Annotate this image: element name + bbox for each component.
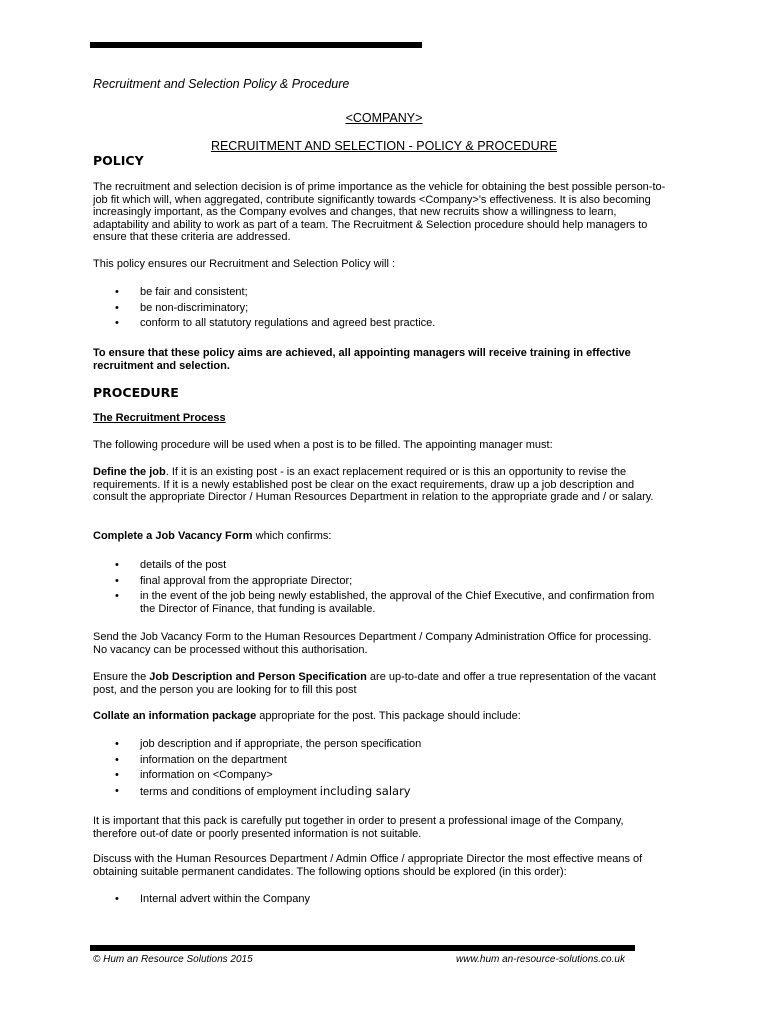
define-job-label: Define the job (93, 466, 166, 478)
list-item-text: final approval from the appropriate Director; (140, 574, 353, 587)
ensure-label: Job Description and Person Specification (149, 671, 367, 683)
list-item (93, 302, 668, 315)
list-item (93, 559, 668, 572)
list-item (93, 317, 668, 330)
bullet-icon: • (115, 301, 119, 314)
list-item-text: information on the department (140, 753, 287, 766)
vacancy-form-list (93, 559, 668, 618)
list-item (93, 738, 668, 751)
send-form-paragraph: Send the Job Vacancy Form to the Human Resources Department / Company Administration Office for processing. No vacancy can be processed without this authorisation. (93, 631, 652, 656)
footer-rule (90, 945, 635, 951)
bullet-icon: • (115, 590, 119, 603)
vacancy-form-text: which confirms: (252, 530, 332, 542)
list-item (93, 769, 668, 782)
procedure-intro: The following procedure will be used when a post is to be filled. The appointing manager must: (93, 439, 553, 451)
define-job-paragraph (93, 466, 668, 504)
policy-aims-list (93, 286, 668, 333)
collate-text: appropriate for the post. This package should include: (256, 710, 521, 722)
list-item-text: information on <Company> (140, 769, 273, 782)
bullet-icon: • (115, 317, 119, 330)
document-title: RECRUITMENT AND SELECTION - POLICY & PROCEDURE (210, 139, 558, 153)
list-item-text: job description and if appropriate, the person specification (140, 738, 422, 750)
policy-paragraph-ensures: This policy ensures our Recruitment and Selection Policy will : (93, 258, 396, 270)
bullet-icon: • (115, 784, 119, 797)
company-placeholder: <COMPANY> (345, 111, 423, 125)
discuss-options-paragraph: Discuss with the Human Resources Department / Admin Office / appropriate Director the most effective means of obtaining suitable permanent candidates. The following options should be explored (in this order): (93, 853, 643, 878)
list-item (93, 785, 668, 799)
procedure-heading: PROCEDURE (93, 385, 179, 400)
running-header: Recruitment and Selection Policy & Procedure (93, 77, 350, 91)
bullet-icon: • (115, 893, 119, 905)
list-item (93, 893, 668, 906)
footer-website: www.hum an-resource-solutions.co.uk (456, 954, 625, 965)
list-item-text: conform to all statutory regulations and agreed best practice. (140, 317, 436, 330)
bullet-icon: • (115, 574, 119, 587)
list-item (93, 286, 668, 299)
list-item-text: in the event of the job being newly established, the approval of the Chief Executive, and confirmation from the Director of Finance, that funding is available. (140, 590, 655, 615)
vacancy-form-paragraph (93, 530, 668, 543)
list-item-text: details of the post (140, 559, 227, 571)
ensure-text: are up-to-date and offer a true representation of the vacant post, and the person you are looking for to fill this post (93, 671, 656, 696)
ensure-prefix: Ensure the (93, 671, 150, 683)
policy-training-statement: To ensure that these policy aims are achieved, all appointing managers will receive training in effective recruitment and selection. (93, 347, 631, 372)
bullet-icon: • (115, 769, 119, 782)
list-item-text: be non-discriminatory; (140, 301, 249, 314)
package-contents-list (93, 738, 668, 801)
policy-paragraph-intro: The recruitment and selection decision is of prime importance as the vehicle for obtaining the best possible person-to-job fit which will, when aggregated, contribute significantly towards <Company>'s effectiveness. It is also becoming increasingly important, as the Company evolves and changes, that new recruits show a willingness to learn, adaptability and ability to work as part of a team. The Recruitment & Selection procedure should help managers to ensure that these criteria are addressed. (93, 181, 666, 244)
list-item-text: Internal advert within the Company (140, 893, 310, 905)
policy-heading: POLICY (93, 153, 144, 168)
bullet-icon: • (115, 559, 119, 571)
bullet-icon: • (115, 286, 119, 298)
ensure-job-description-paragraph (93, 671, 668, 696)
list-item (93, 754, 668, 767)
collate-package-paragraph (93, 710, 668, 723)
recruitment-options-list (93, 893, 668, 906)
list-item (93, 590, 668, 615)
bullet-icon: • (115, 738, 119, 750)
bullet-icon: • (115, 753, 119, 766)
recruitment-process-subheading: The Recruitment Process (93, 412, 226, 424)
header-rule (90, 42, 422, 48)
collate-label: Collate an information package (93, 710, 257, 722)
list-item-text-tail: including salary (319, 783, 411, 798)
professional-image-paragraph: It is important that this pack is carefully put together in order to present a professional image of the Company, therefore out-of date or poorly presented information is not suitable. (93, 815, 624, 840)
list-item-text: terms and conditions of employment (140, 785, 320, 798)
define-job-text: . If it is an existing post - is an exact replacement required or is this an opportunity to revise the requirements. If it is a newly established post be clear on the exact requirements, draw up a job description and consult the appropriate Director / Human Resources Department in relation to the appropriate grade and / or salary. (93, 466, 654, 504)
list-item-text: be fair and consistent; (140, 286, 248, 298)
footer-copyright: © Hum an Resource Solutions 2015 (93, 954, 253, 965)
list-item (93, 575, 668, 588)
vacancy-form-label: Complete a Job Vacancy Form (93, 530, 253, 542)
